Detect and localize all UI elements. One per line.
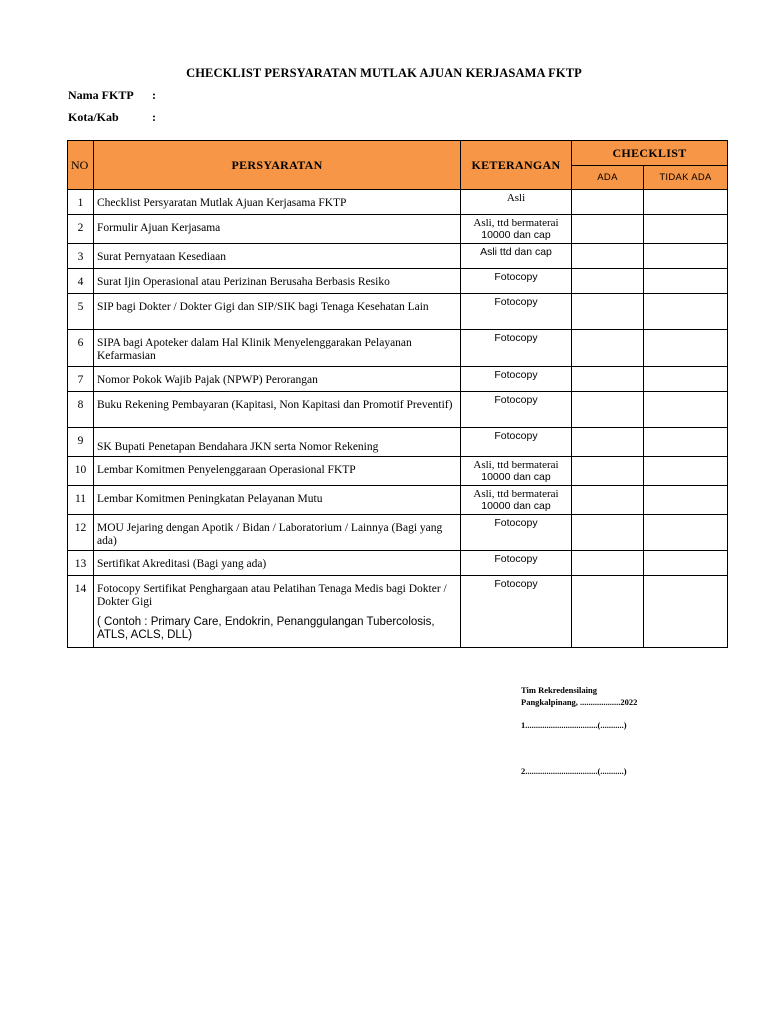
meta-label: Kota/Kab [68,110,119,124]
check-tidak-ada-cell[interactable] [644,269,728,294]
row-number: 13 [68,551,94,576]
check-tidak-ada-cell[interactable] [644,428,728,457]
check-tidak-ada-cell[interactable] [644,367,728,392]
row-keterangan [461,215,572,244]
table-row [68,551,728,576]
keterangan-line: Asli, ttd bermaterai [473,459,559,471]
row-number: 11 [68,486,94,515]
header-checklist: CHECKLIST [572,141,728,166]
row-keterangan [461,367,572,392]
keterangan-line: Fotocopy [494,430,538,442]
check-ada-cell[interactable] [572,486,644,515]
signature-line-1: 1..................................(...........) [521,720,627,730]
persyaratan-text: Fotocopy Sertifikat Penghargaan atau Pelatihan Tenaga Medis bagi Dokter / Dokter Gigi [97,583,447,608]
row-keterangan [461,515,572,551]
keterangan-line: Asli, ttd bermaterai [473,217,559,229]
keterangan-line: Asli [506,192,526,204]
row-persyaratan: SK Bupati Penetapan Bendahara JKN serta Nomor Rekening [94,428,461,457]
check-ada-cell[interactable] [572,457,644,486]
keterangan-line: Fotocopy [494,517,538,529]
keterangan-line: Asli ttd dan cap [480,246,552,258]
checklist-table [67,140,728,648]
check-tidak-ada-cell[interactable] [644,244,728,269]
persyaratan-example: ( Contoh : Primary Care, Endokrin, Penanggulangan Tubercolosis, ATLS, ACLS, DLL) [97,616,435,641]
row-keterangan [461,330,572,367]
check-tidak-ada-cell[interactable] [644,330,728,367]
keterangan-line: 10000 dan cap [481,229,551,241]
table-row [68,515,728,551]
row-number: 14 [68,576,94,648]
table-row [68,294,728,330]
row-number: 6 [68,330,94,367]
row-keterangan [461,244,572,269]
row-persyaratan: Lembar Komitmen Peningkatan Pelayanan Mutu [94,486,461,515]
table-row [68,428,728,457]
check-tidak-ada-cell[interactable] [644,392,728,428]
row-keterangan [461,576,572,648]
keterangan-line: Fotocopy [494,369,538,381]
check-ada-cell[interactable] [572,515,644,551]
meta-kota-kab [68,110,156,125]
keterangan-line: 10000 dan cap [481,471,551,483]
row-persyaratan [94,576,461,648]
header-tidak-ada: TIDAK ADA [644,166,728,190]
row-number: 2 [68,215,94,244]
row-keterangan [461,269,572,294]
check-ada-cell[interactable] [572,551,644,576]
header-ada: ADA [572,166,644,190]
check-ada-cell[interactable] [572,190,644,215]
row-number: 9 [68,428,94,457]
table-row [68,269,728,294]
table-row [68,367,728,392]
keterangan-line: Fotocopy [494,394,538,406]
header-no: NO [68,141,94,190]
check-tidak-ada-cell[interactable] [644,294,728,330]
check-ada-cell[interactable] [572,392,644,428]
signature-team: Tim Rekredensilaing [521,685,597,695]
row-persyaratan: Formulir Ajuan Kerjasama [94,215,461,244]
row-persyaratan: Buku Rekening Pembayaran (Kapitasi, Non Kapitasi dan Promotif Preventif) [94,392,461,428]
row-persyaratan: Checklist Persyaratan Mutlak Ajuan Kerjasama FKTP [94,190,461,215]
check-tidak-ada-cell[interactable] [644,215,728,244]
table-row [68,330,728,367]
row-number: 7 [68,367,94,392]
row-persyaratan: Nomor Pokok Wajib Pajak (NPWP) Perorangan [94,367,461,392]
check-ada-cell[interactable] [572,269,644,294]
check-ada-cell[interactable] [572,294,644,330]
check-tidak-ada-cell[interactable] [644,551,728,576]
keterangan-line: Fotocopy [494,271,538,283]
meta-separator: : [152,88,156,102]
row-keterangan [461,294,572,330]
row-persyaratan: MOU Jejaring dengan Apotik / Bidan / Laboratorium / Lainnya (Bagi yang ada) [94,515,461,551]
row-keterangan [461,392,572,428]
check-ada-cell[interactable] [572,244,644,269]
document-title: CHECKLIST PERSYARATAN MUTLAK AJUAN KERJASAMA FKTP [186,66,582,80]
row-number: 12 [68,515,94,551]
table-row [68,190,728,215]
table-row [68,392,728,428]
row-persyaratan: Surat Pernyataan Kesediaan [94,244,461,269]
table-row [68,486,728,515]
table-row [68,457,728,486]
row-keterangan [461,457,572,486]
row-keterangan [461,486,572,515]
keterangan-line: Fotocopy [494,578,538,590]
check-tidak-ada-cell[interactable] [644,190,728,215]
row-keterangan [461,428,572,457]
row-keterangan [461,190,572,215]
check-ada-cell[interactable] [572,428,644,457]
check-tidak-ada-cell[interactable] [644,486,728,515]
check-ada-cell[interactable] [572,330,644,367]
header-keterangan: KETERANGAN [461,141,572,190]
check-ada-cell[interactable] [572,215,644,244]
row-persyaratan: Surat Ijin Operasional atau Perizinan Berusaha Berbasis Resiko [94,269,461,294]
row-keterangan [461,551,572,576]
meta-nama-fktp [68,88,156,103]
check-ada-cell[interactable] [572,367,644,392]
keterangan-line: Fotocopy [494,296,538,308]
row-number: 3 [68,244,94,269]
keterangan-line: Asli, ttd bermaterai [473,488,559,500]
keterangan-line: Fotocopy [494,332,538,344]
keterangan-line: Fotocopy [494,553,538,565]
signature-place-date: Pangkalpinang, ...................2022 [521,697,638,707]
row-persyaratan: SIPA bagi Apoteker dalam Hal Klinik Menyelenggarakan Pelayanan Kefarmasian [94,330,461,367]
row-number: 5 [68,294,94,330]
row-number: 10 [68,457,94,486]
header-persyaratan: PERSYARATAN [94,141,461,190]
row-number: 1 [68,190,94,215]
row-persyaratan: SIP bagi Dokter / Dokter Gigi dan SIP/SIK bagi Tenaga Kesehatan Lain [94,294,461,330]
check-tidak-ada-cell[interactable] [644,457,728,486]
table-row [68,244,728,269]
signature-line-2: 2..................................(...........) [521,766,627,776]
check-tidak-ada-cell[interactable] [644,576,728,648]
row-number: 8 [68,392,94,428]
check-tidak-ada-cell[interactable] [644,515,728,551]
meta-label: Nama FKTP [68,88,134,102]
row-persyaratan: Sertifikat Akreditasi (Bagi yang ada) [94,551,461,576]
keterangan-line: 10000 dan cap [481,500,551,512]
row-number: 4 [68,269,94,294]
row-persyaratan: Lembar Komitmen Penyelenggaraan Operasional FKTP [94,457,461,486]
table-row [68,576,728,648]
check-ada-cell[interactable] [572,576,644,648]
meta-separator: : [152,110,156,124]
table-row [68,215,728,244]
